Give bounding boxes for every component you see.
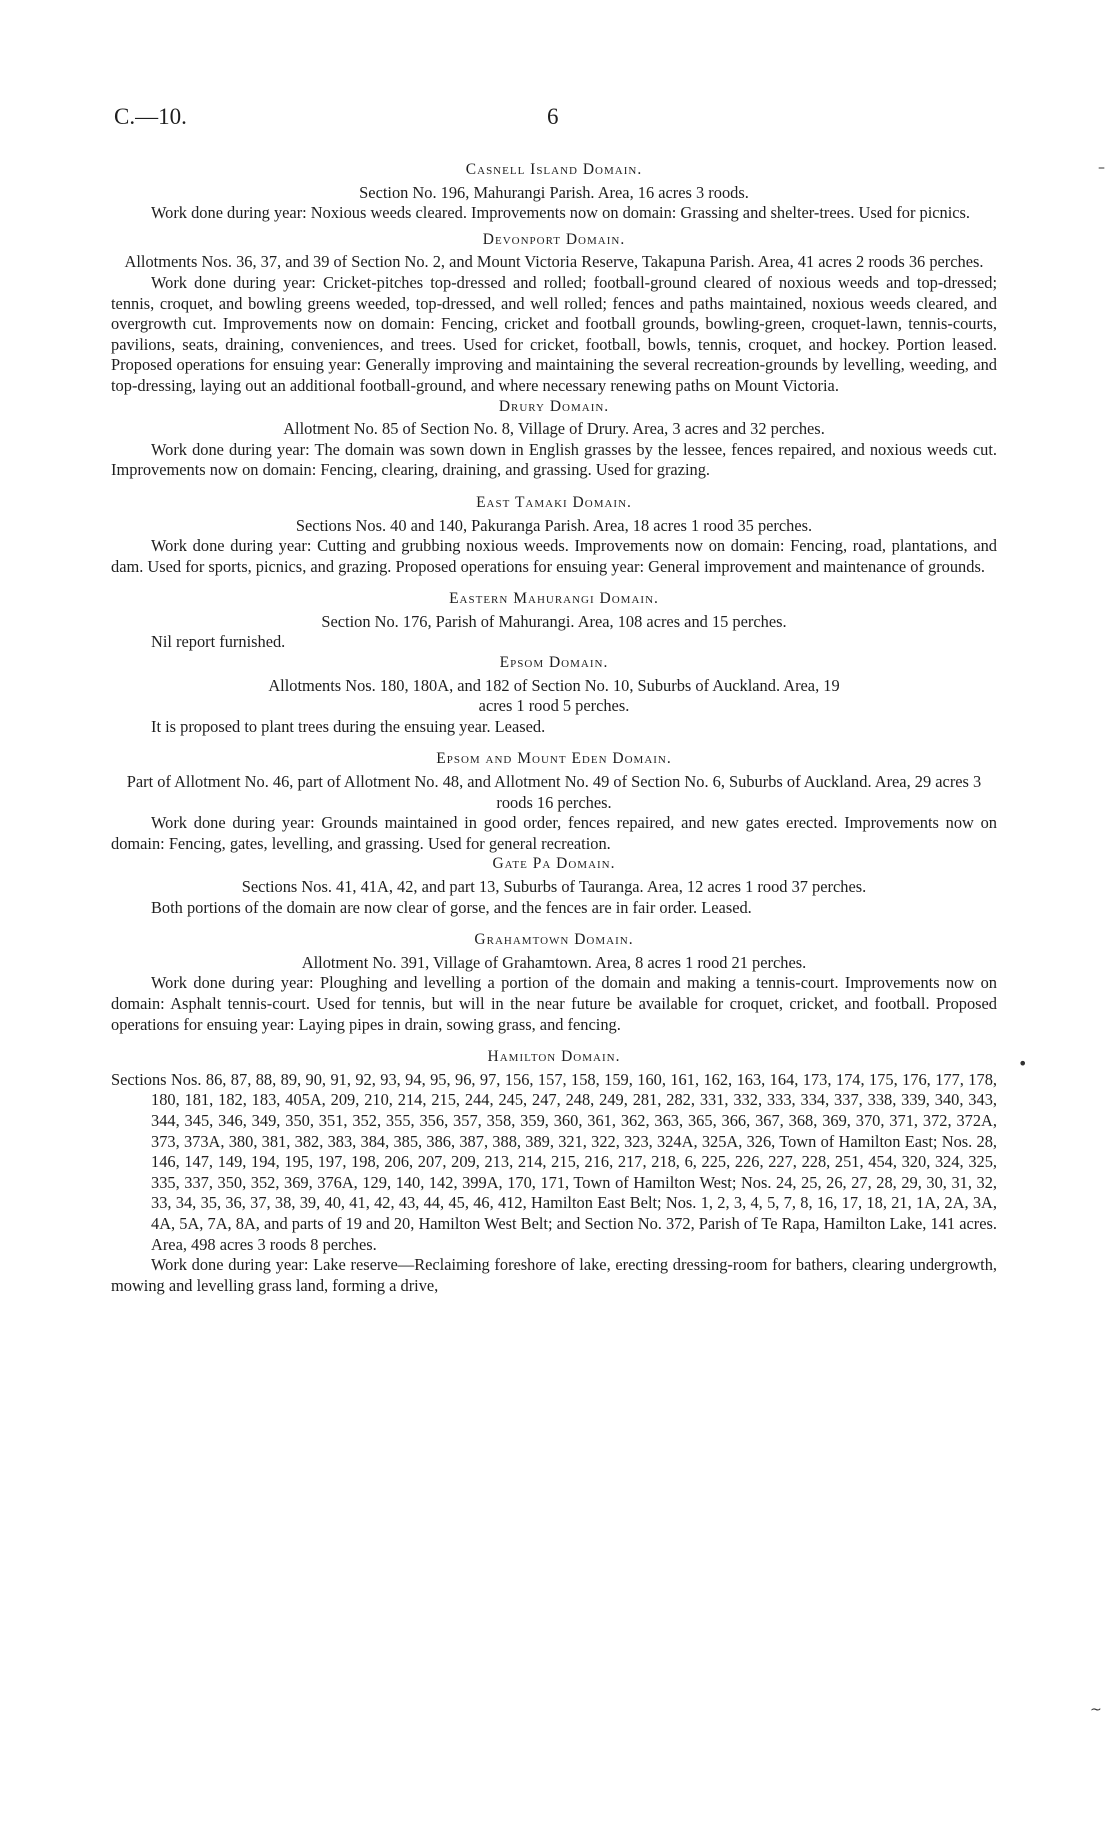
section-hamilton [111, 1047, 997, 1296]
document-code: C.—10. [114, 104, 187, 129]
section-title: Gate Pa Domain. [492, 855, 616, 873]
section-legal: Part of Allotment No. 46, part of Allotment No. 48, and Allotment No. 49 of Section No. 6, Suburbs of Auckland. Area, 29 acres 3 roods 16 perches. [126, 772, 982, 812]
section-title: Epsom Domain. [499, 654, 609, 672]
section-title: Devonport Domain. [482, 230, 626, 248]
section-body: Work done during year: The domain was sown down in English grasses by the lessee, fences repaired, and noxious weeds cut. Improvements now on domain: Fencing, clearing, draining, and grassing. Used for grazing. [111, 439, 997, 480]
section-body: Both portions of the domain are now clear of gorse, and the fences are in fair order. Leased. [151, 897, 752, 917]
section-title: Drury Domain. [498, 397, 610, 415]
section-drury [111, 397, 997, 481]
section-casnell-island [111, 160, 997, 224]
section-legal: Allotment No. 85 of Section No. 8, Village of Drury. Area, 3 acres and 32 perches. [283, 419, 825, 439]
section-east-tamaki [111, 493, 997, 577]
section-legal: Allotments Nos. 180, 180A, and 182 of Section No. 10, Suburbs of Auckland. Area, 19 acres 1 rood 5 perches. [268, 675, 840, 716]
section-devonport [111, 230, 997, 397]
section-eastern-mahurangi [111, 589, 997, 653]
section-legal: Sections Nos. 40 and 140, Pakuranga Parish. Area, 18 acres 1 rood 35 perches. [295, 515, 813, 535]
section-gate-pa [111, 854, 997, 918]
section-body: Work done during year: Lake reserve—Reclaiming foreshore of lake, erecting dressing-room for bathers, clearing undergrowth, mowing and levelling grass land, forming a drive, [111, 1255, 997, 1295]
section-title: Casnell Island Domain. [465, 161, 643, 178]
section-legal: Sections Nos. 41, 41A, 42, and part 13, Suburbs of Tauranga. Area, 12 acres 1 rood 37 perches. [241, 877, 867, 896]
section-body: Nil report furnished. [151, 632, 286, 652]
section-title: East Tamaki Domain. [476, 493, 632, 511]
section-legal: Allotment No. 391, Village of Grahamtown. Area, 8 acres 1 rood 21 perches. [301, 952, 807, 972]
section-body: Work done during year: Noxious weeds cleared. Improvements now on domain: Grassing and shelter-trees. Used for picnics. [151, 203, 971, 223]
margin-dash-mark: – [1098, 160, 1105, 176]
section-title: Eastern Mahurangi Domain. [449, 590, 659, 608]
section-legal: Sections Nos. 86, 87, 88, 89, 90, 91, 92, 93, 94, 95, 96, 97, 156, 157, 158, 159, 160, 161, 162, 163, 164, 173, 174, 175, 176, 177, 178, 180, 181, 182, 183, 405A, 209, 210, 214, 215, 244, 245, 247, 248, 249, 281, 282, 331, 332, 333, 334, 337, 338, 339, 340, 343, 344, 345, 346, 349, 350, 351, 352, 355, 356, 357, 358, 359, 360, 361, 362, 363, 365, 366, 367, 368, 369, 370, 371, 372, 372A, 373, 373A, 380, 381, 382, 383, 384, 385, 386, 387, 388, 389, 321, 322, 323, 324A, 325A, 326, Town of Hamilton East; Nos. 28, 146, 147, 149, 194, 195, 197, 198, 206, 207, 209, 213, 214, 215, 216, 217, 218, 6, 225, 226, 227, 228, 251, 454, 320, 324, 325, 335, 337, 350, 352, 369, 376A, 129, 140, 142, 399A, 170, 171, Town of Hamilton West; Nos. 24, 25, 26, 27, 28, 29, 30, 31, 32, 33, 34, 35, 36, 37, 38, 39, 40, 41, 42, 43, 44, 45, 46, 412, Hamilton East Belt; Nos. 1, 2, 3, 4, 5, 7, 8, 16, 17, 18, 21, 1A, 2A, 3A, 4A, 5A, 7A, 8A, and parts of 19 and 20, Hamilton West Belt; and Section No. 372, Parish of Te Rapa, Hamilton Lake, 141 acres. Area, 498 acres 3 roods 8 perches. [111, 1069, 997, 1254]
margin-dot-mark: • [1018, 1054, 1028, 1073]
section-body: Work done during year: Cricket-pitches top-dressed and rolled; football-ground cleared of noxious weeds and top-dressed; tennis, croquet, and bowling greens weeded, top-dressed, and well rolled; fences and paths maintained, noxious weeds cleared, and overgrowth cut. Improvements now on domain: Fencing, cricket and football grounds, bowling-green, croquet-lawn, tennis-courts, pavilions, seats, draining, conveniences, and trees. Used for cricket, football, bowls, tennis, croquet, and hockey. Portion leased. Proposed operations for ensuing year: Generally improving and maintaining the several recreation-grounds by levelling, weeding, and top-dressing, laying out an additional football-ground, and where necessary renewing paths on Mount Victoria. [111, 272, 997, 395]
section-legal: Section No. 196, Mahurangi Parish. Area, 16 acres 3 roods. [359, 182, 749, 202]
section-grahamtown [111, 930, 997, 1035]
section-epsom [111, 653, 997, 737]
section-legal: Allotments Nos. 36, 37, and 39 of Section No. 2, and Mount Victoria Reserve, Takapuna Parish. Area, 41 acres 2 roods 36 perches. [124, 252, 984, 272]
section-body: Work done during year: Grounds maintained in good order, fences repaired, and new gates erected. Improvements now on domain: Fencing, gates, levelling, and grassing. Used for general recreation. [111, 813, 997, 853]
page-number: 6 [547, 104, 559, 129]
body-text [111, 160, 997, 1296]
running-head [114, 104, 1000, 134]
section-title: Hamilton Domain. [487, 1048, 621, 1066]
section-epsom-mount-eden [111, 749, 997, 854]
section-title: Epsom and Mount Eden Domain. [436, 750, 672, 768]
section-body: Work done during year: Ploughing and levelling a portion of the domain and making a tennis-court. Improvements now on domain: Asphalt tennis-court. Used for tennis, but will in the near future be available for croquet, cricket, and football. Proposed operations for ensuing year: Laying pipes in drain, sowing grass, and fencing. [111, 973, 997, 1034]
section-body: It is proposed to plant trees during the ensuing year. Leased. [151, 716, 546, 736]
section-legal: Section No. 176, Parish of Mahurangi. Area, 108 acres and 15 perches. [321, 611, 787, 631]
margin-tick-mark: ~ [1090, 1702, 1102, 1718]
section-title: Grahamtown Domain. [474, 931, 634, 949]
section-body: Work done during year: Cutting and grubbing noxious weeds. Improvements now on domain: Fencing, road, plantations, and dam. Used for sports, picnics, and grazing. Proposed operations for ensuing year: General improvement and maintenance of grounds. [111, 536, 997, 576]
